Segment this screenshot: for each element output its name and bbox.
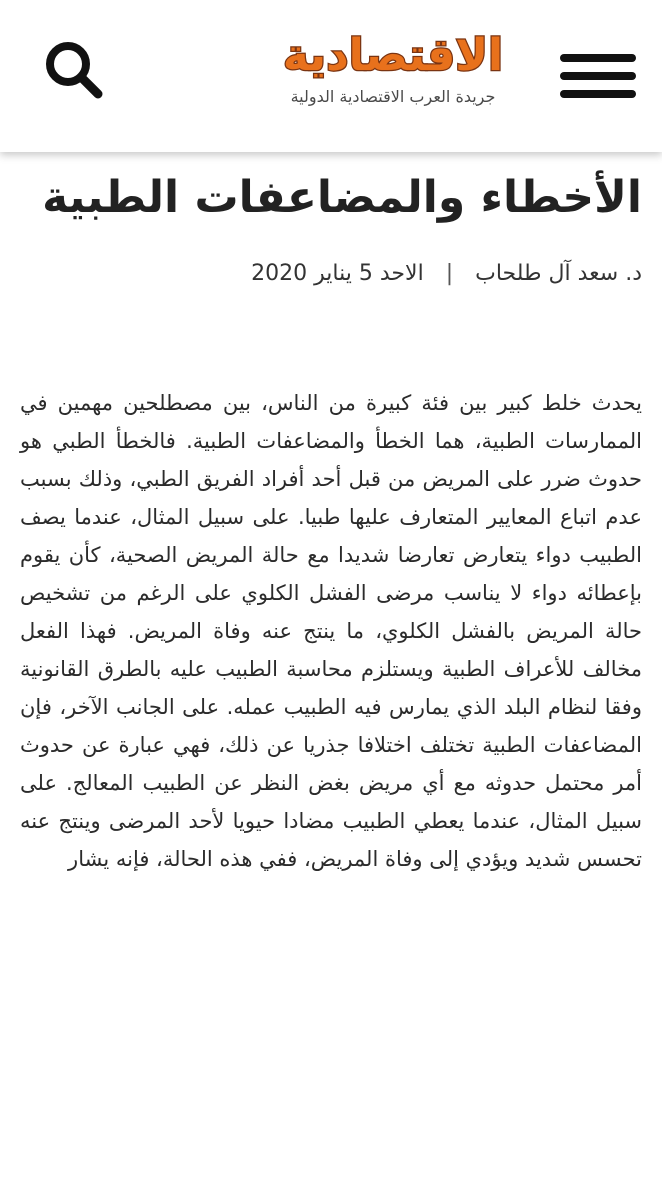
search-icon: [42, 38, 112, 108]
article-date: الاحد 5 يناير 2020: [251, 261, 424, 286]
article-meta: [20, 256, 642, 292]
article: [20, 152, 642, 899]
search-button[interactable]: [42, 38, 112, 108]
site-logo[interactable]: [258, 28, 528, 128]
meta-separator: |: [445, 261, 454, 286]
site-header: [0, 0, 662, 152]
hamburger-line: [560, 90, 636, 98]
article-body: يحدث خلط كبير بين فئة كبيرة من الناس، بين مصطلحين مهمين في الممارسات الطبية، هما الخطأ والمضاعفات الطبية. فالخطأ الطبي هو حدوث ضرر على المريض من قبل أحد أفراد الفريق الطبي، وذلك بسبب عدم اتباع المعايير المتعارف عليها طبيا. على سبيل المثال، عندما يصف الطبيب دواء يتعارض تعارضا شديدا مع حالة المريض الصحية، كأن يقوم بإعطائه دواء لا يناسب مرضى الفشل الكلوي على الرغم من تشخيص حالة المريض بالفشل الكلوي، ما ينتج عنه وفاة المريض. فهذا الفعل مخالف للأعراف الطبية ويستلزم محاسبة الطبيب عليه بالطرق القانونية وفقا لنظام البلد الذي يمارس فيه الطبيب عمله. على الجانب الآخر، فإن المضاعفات الطبية تختلف اختلافا جذريا عن ذلك، فهي عبارة عن حدوث أمر محتمل حدوثه مع أي مريض بغض النظر عن الطبيب المعالج. على سبيل المثال، عندما يعطي الطبيب مضادا حيويا لأحد المرضى وينتج عنه تحسس شديد ويؤدي إلى وفاة المريض، ففي هذه الحالة، فإنه يشار: [20, 391, 642, 871]
logo-title: الاقتصادية: [282, 30, 504, 81]
hamburger-menu-icon: [560, 54, 636, 62]
article-title: الأخطاء والمضاعفات الطبية: [42, 172, 642, 223]
logo-tagline: جريدة العرب الاقتصادية الدولية: [290, 87, 496, 106]
hamburger-line: [560, 72, 636, 80]
article-author[interactable]: د. سعد آل طلحاب: [475, 261, 642, 286]
hamburger-menu-button[interactable]: [560, 48, 636, 102]
